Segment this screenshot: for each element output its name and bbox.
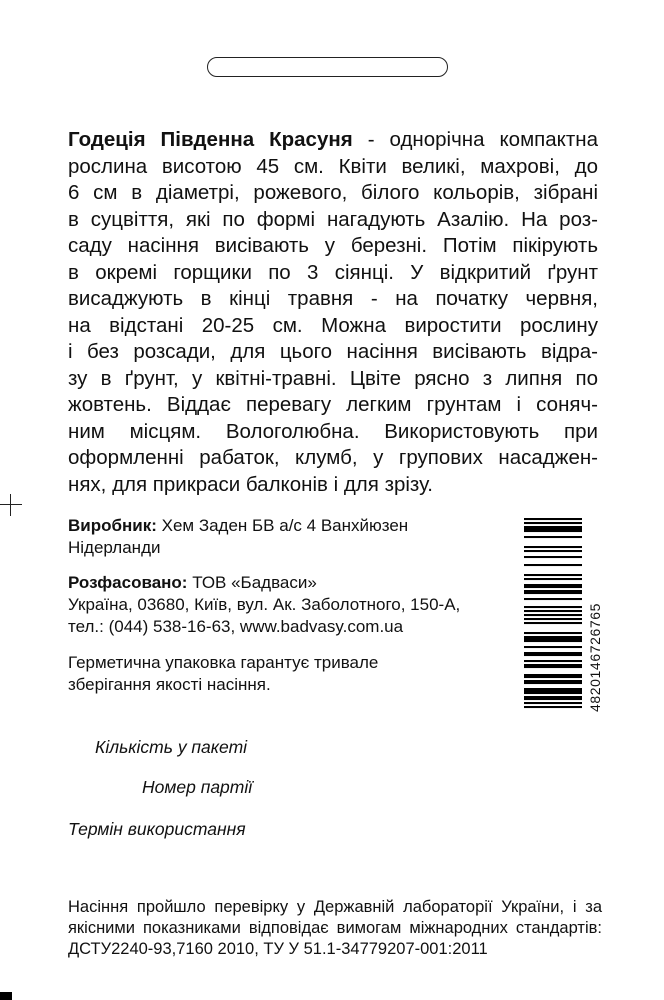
barcode-bar bbox=[524, 606, 582, 608]
barcode-bar bbox=[524, 638, 582, 640]
seal-note-line: зберігання якості насіння. bbox=[68, 675, 271, 694]
description-line: нях, для прикраси балконів і для зрізу. bbox=[68, 472, 433, 496]
barcode-bar bbox=[524, 528, 582, 530]
seal-note bbox=[68, 652, 518, 696]
barcode-bar bbox=[524, 610, 582, 612]
barcode-bar bbox=[524, 522, 582, 524]
barcode-bar bbox=[524, 526, 582, 528]
description-line: зу в ґрунт, у квітні-травні. Цвіте рясно з липня по bbox=[68, 366, 598, 390]
barcode-bar bbox=[524, 530, 582, 532]
barcode-bars bbox=[524, 518, 582, 708]
description-line: на відстані 20-25 см. Можна виростити рослину bbox=[68, 313, 598, 337]
barcode-bar bbox=[524, 666, 582, 668]
product-description bbox=[68, 127, 598, 498]
barcode-bar bbox=[524, 706, 582, 708]
certification-line: ДСТУ2240-93,7160 2010, ТУ У 51.1-34779207-001:2011 bbox=[68, 940, 488, 958]
barcode-bar bbox=[524, 692, 582, 694]
barcode-bar bbox=[524, 518, 582, 520]
description-line: 6 см в діаметрі, рожевого, білого кольорів, зібрані bbox=[68, 181, 598, 204]
expiry-label: Термін використання bbox=[68, 819, 246, 839]
description-line: в суцвіття, які по формі нагадують Азалію. На роз- bbox=[68, 207, 598, 231]
description-line: жовтень. Віддає перевагу легким грунтам і соняч- bbox=[68, 393, 598, 416]
barcode-bar bbox=[524, 682, 582, 684]
barcode-bar bbox=[524, 676, 582, 678]
batch-label: Номер партії bbox=[142, 777, 253, 797]
description-line: рослина висотою 45 см. Квіти великі, махрові, до bbox=[68, 154, 598, 178]
barcode-bar bbox=[524, 654, 582, 656]
barcode-bar bbox=[524, 592, 582, 594]
description-line: і без розсади, для цього насіння висівають відра- bbox=[68, 340, 598, 363]
barcode bbox=[524, 518, 604, 713]
barcode-bar bbox=[524, 598, 582, 600]
barcode-bar bbox=[524, 618, 582, 620]
barcode-bar bbox=[524, 652, 582, 654]
barcode-bar bbox=[524, 674, 582, 676]
quantity-label: Кількість у пакеті bbox=[95, 737, 248, 757]
barcode-bar bbox=[524, 564, 582, 566]
barcode-bar bbox=[524, 586, 582, 588]
packer-info bbox=[68, 572, 518, 638]
seal-note-line: Герметична упаковка гарантує тривале bbox=[68, 653, 379, 672]
barcode-bar bbox=[524, 590, 582, 592]
barcode-bar bbox=[524, 688, 582, 690]
barcode-bar bbox=[524, 632, 582, 634]
corner-mark bbox=[0, 992, 12, 1000]
packer-contacts: тел.: (044) 538-16-63, www.badvasy.com.ua bbox=[68, 617, 404, 636]
barcode-bar bbox=[524, 640, 582, 642]
barcode-bar bbox=[524, 646, 582, 648]
barcode-bar bbox=[524, 622, 582, 624]
description-line: висаджують в кінці травня - на початку червня, bbox=[68, 287, 598, 310]
certification-line: Насіння пройшло перевірку у Державній лабораторії України, і за bbox=[68, 898, 602, 916]
producer-label: Виробник: bbox=[68, 516, 157, 535]
barcode-bar bbox=[524, 556, 582, 558]
packer-name: ТОВ «Бадваси» bbox=[187, 573, 317, 592]
barcode-bar bbox=[524, 546, 582, 548]
barcode-bar bbox=[524, 578, 582, 580]
barcode-bar bbox=[524, 636, 582, 638]
barcode-bar bbox=[524, 660, 582, 662]
barcode-bar bbox=[524, 696, 582, 698]
producer-name: Хем Заден БВ а/с 4 Ванхйюзен bbox=[156, 516, 409, 535]
description-line: оформленні рабаток, клумб, у групових насаджен- bbox=[68, 446, 598, 469]
product-title: Годеція Південна Красуня bbox=[68, 128, 353, 151]
barcode-bar bbox=[524, 536, 582, 538]
barcode-digits: 4820146726765 bbox=[587, 602, 603, 712]
crop-mark bbox=[0, 494, 22, 516]
packer-label: Розфасовано: bbox=[68, 573, 188, 592]
barcode-bar bbox=[524, 550, 582, 552]
barcode-bar bbox=[524, 698, 582, 700]
barcode-bar bbox=[524, 680, 582, 682]
barcode-bar bbox=[524, 664, 582, 666]
certification-note bbox=[68, 897, 602, 960]
producer-info bbox=[68, 515, 518, 559]
description-line: саду насіння висівають у березні. Потім пікірують bbox=[68, 234, 598, 257]
description-line: Годеція Південна Красуня - однорічна компактна bbox=[68, 128, 598, 151]
barcode-bar bbox=[524, 702, 582, 704]
barcode-bar bbox=[524, 690, 582, 692]
description-line: в окремі горщики по 3 сіянці. У відкритий ґрунт bbox=[68, 260, 598, 284]
barcode-bar bbox=[524, 574, 582, 576]
barcode-bar bbox=[524, 584, 582, 586]
producer-country: Нідерланди bbox=[68, 538, 161, 557]
description-line: ним місцям. Вологолюбна. Використовують при bbox=[68, 419, 598, 443]
packer-address: Україна, 03680, Київ, вул. Ак. Заболотного, 150-А, bbox=[68, 595, 461, 614]
hang-slot-outline bbox=[207, 57, 448, 77]
certification-line: якісними показниками відповідає вимогам міжнародних стандартів: bbox=[68, 919, 602, 937]
barcode-bar bbox=[524, 614, 582, 616]
